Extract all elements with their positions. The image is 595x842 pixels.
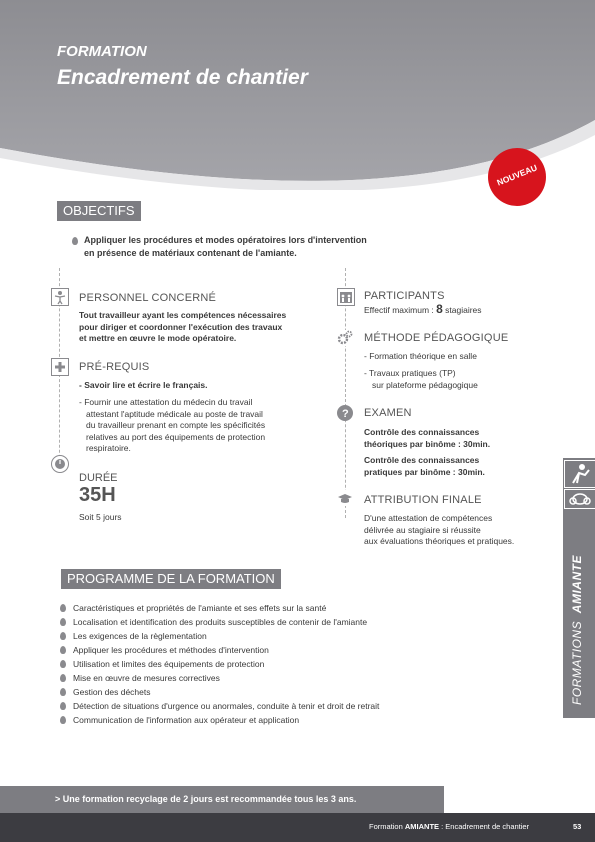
prerequis-item-1: - Savoir lire et écrire le français. xyxy=(79,380,208,390)
prerequis-line-2: attestant l'aptitude médicale au poste de travail xyxy=(86,408,263,419)
methode-heading: MÉTHODE PÉDAGOGIQUE xyxy=(364,332,509,344)
attribution-line-2: délivrée au stagiaire si réussite xyxy=(364,524,481,535)
list-item xyxy=(60,657,379,671)
list-item-text: Utilisation et limites des équipements de protection xyxy=(73,659,265,669)
list-item xyxy=(60,685,379,699)
list-item-text: Caractéristiques et propriétés de l'amiante et ses effets sur la santé xyxy=(73,603,327,613)
personnel-heading: PERSONNEL CONCERNÉ xyxy=(79,292,217,304)
examen-p1-line-2: théoriques par binôme : 30min. xyxy=(364,438,491,449)
new-badge-label: NOUVEAU xyxy=(495,162,539,188)
group-icon xyxy=(337,288,355,306)
methode-item-2b: sur plateforme pédagogique xyxy=(372,380,478,390)
personnel-line-1: Tout travailleur ayant les compétences nécessaires xyxy=(79,310,287,320)
prerequis-heading: PRÉ-REQUIS xyxy=(79,361,150,373)
list-item-text: Appliquer les procédures et méthodes d'intervention xyxy=(73,645,269,655)
question-icon xyxy=(337,405,353,421)
list-item xyxy=(60,671,379,685)
objectifs-line-1: Appliquer les procédures et modes opératoires lors d'intervention xyxy=(84,235,367,245)
bullet-icon xyxy=(60,632,66,640)
participants-number: 8 xyxy=(436,302,443,316)
participants-prefix: Effectif maximum : xyxy=(364,305,437,315)
list-item-text: Communication de l'information aux opérateur et application xyxy=(73,715,300,725)
bullet-icon xyxy=(60,604,66,612)
list-item xyxy=(60,713,379,727)
worker-icon xyxy=(564,460,595,488)
page-number: 53 xyxy=(573,822,582,831)
personnel-line-3: et mettre en œuvre le mode opératoire. xyxy=(79,333,237,343)
bullet-icon xyxy=(72,237,78,245)
bullet-icon xyxy=(60,646,66,654)
participants-text xyxy=(364,304,482,317)
stopwatch-icon xyxy=(51,455,69,473)
list-item-text: Les exigences de la règlementation xyxy=(73,631,207,641)
footer-text xyxy=(369,822,529,831)
list-item-text: Mise en œuvre de mesures correctives xyxy=(73,673,220,683)
prerequis-line-4: relatives au port des équipements de protection xyxy=(86,431,266,442)
page-title: Encadrement de chantier xyxy=(57,66,308,89)
new-badge xyxy=(488,148,546,206)
list-item xyxy=(60,615,379,629)
prerequis-line-3: du travailleur prenant en compte les spécificités xyxy=(86,420,266,430)
personnel-text xyxy=(79,310,286,345)
prerequis-line-1-text: - Fournir une attestation du médecin du travail xyxy=(79,397,253,407)
graduation-cap-icon xyxy=(337,490,353,506)
sidebar-word-2: AMIANTE xyxy=(570,555,584,614)
objectifs-tag: OBJECTIFS xyxy=(57,201,141,221)
page-footer xyxy=(0,813,595,842)
list-item-text: Détection de situations d'urgence ou anormales, conduite à tenir et droit de retrait xyxy=(73,701,380,711)
gears-icon xyxy=(337,330,353,346)
examen-p1 xyxy=(364,427,490,450)
person-icon xyxy=(51,288,69,306)
bullet-icon xyxy=(60,702,66,710)
sidebar-word-1: FORMATIONS xyxy=(570,620,584,705)
bullet-icon xyxy=(60,716,66,724)
list-item xyxy=(60,699,379,713)
footer-text-plain: Formation xyxy=(369,822,405,831)
examen-p2-line-1: Contrôle des connaissances xyxy=(364,455,480,465)
methode-item-1: - Formation théorique en salle xyxy=(364,351,477,361)
attribution-heading: ATTRIBUTION FINALE xyxy=(364,494,482,506)
header-kicker: FORMATION xyxy=(57,43,147,60)
footer-text-bold: AMIANTE xyxy=(404,822,440,831)
attribution-text xyxy=(364,513,514,548)
sidebar-label xyxy=(570,555,584,705)
duree-value: 35H xyxy=(79,484,116,506)
duree-sub: Soit 5 jours xyxy=(79,512,122,522)
svg-text:?: ? xyxy=(342,408,349,420)
list-item xyxy=(60,601,379,615)
recycling-note-text: > Une formation recyclage de 2 jours est recommandée tous les 3 ans. xyxy=(55,794,357,804)
methode-item-2: - Travaux pratiques (TP) xyxy=(364,368,456,378)
list-item xyxy=(60,629,379,643)
bullet-icon xyxy=(60,674,66,682)
objectifs-line-2: en présence de matériaux contenant de l'amiante. xyxy=(84,248,297,258)
attribution-line-3: aux évaluations théoriques et pratiques. xyxy=(364,536,515,546)
footer-text-rest: : Encadrement de chantier xyxy=(439,822,530,831)
examen-heading: EXAMEN xyxy=(364,407,412,419)
prerequis-line-1 xyxy=(79,397,265,409)
mask-icon xyxy=(564,489,595,509)
attribution-line-1: D'une attestation de compétences xyxy=(364,513,493,523)
bullet-icon xyxy=(60,660,66,668)
examen-p2 xyxy=(364,455,485,478)
list-item xyxy=(60,643,379,657)
recycling-note xyxy=(0,786,444,813)
examen-p1-line-1: Contrôle des connaissances xyxy=(364,427,480,437)
bullet-icon xyxy=(60,688,66,696)
prerequis-item-2 xyxy=(79,397,265,455)
participants-suffix: stagiaires xyxy=(442,305,482,315)
list-item-text: Gestion des déchets xyxy=(73,687,151,697)
examen-p2-line-2: pratiques par binôme : 30min. xyxy=(364,466,485,477)
personnel-line-2: pour diriger et coordonner l'exécution des travaux xyxy=(79,321,283,332)
prerequis-line-5: respiratoire. xyxy=(86,443,131,453)
programme-list xyxy=(60,601,379,727)
list-item-text: Localisation et identification des produits susceptibles de contenir de l'amiante xyxy=(73,617,368,627)
bullet-icon xyxy=(60,618,66,626)
duree-heading: DURÉE xyxy=(79,472,118,484)
objectifs-text xyxy=(72,234,367,260)
participants-heading: PARTICIPANTS xyxy=(364,290,445,302)
cross-icon xyxy=(51,358,69,376)
programme-tag: PROGRAMME DE LA FORMATION xyxy=(61,569,281,589)
